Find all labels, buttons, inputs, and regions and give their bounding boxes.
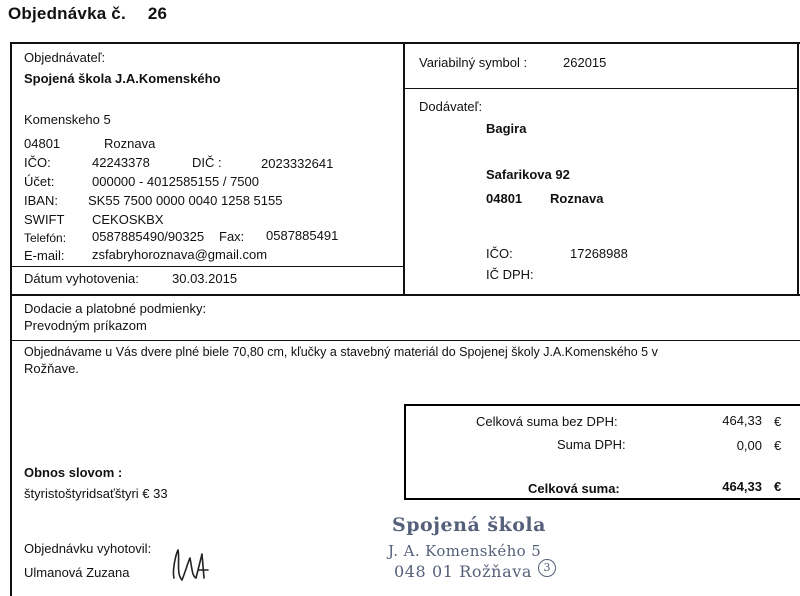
buyer-ico-label: IČO: <box>24 155 51 170</box>
supplier-ico: 17268988 <box>570 246 628 261</box>
total-currency: € <box>774 479 782 494</box>
buyer-fax: 0587885491 <box>266 228 339 243</box>
supplier-label: Dodávateľ: <box>419 99 483 114</box>
date-value: 30.03.2015 <box>172 271 238 286</box>
page-title <box>8 4 167 24</box>
buyer-zip: 04801 <box>24 136 61 151</box>
vat-currency: € <box>774 438 782 453</box>
issued-by-label: Objednávku vyhotovil: <box>24 541 152 556</box>
frame-right <box>797 42 799 296</box>
buyer-dic: 2023332641 <box>261 156 334 171</box>
issued-by-name: Ulmanová Zuzana <box>24 565 130 580</box>
buyer-label: Objednávateľ: <box>24 50 106 65</box>
buyer-account-label: Účet: <box>24 174 55 189</box>
supplier-city: Roznava <box>550 191 604 206</box>
net-currency: € <box>774 414 782 429</box>
total-label: Celková suma: <box>528 481 620 496</box>
buyer-phone-label: Telefón: <box>24 231 67 245</box>
buyer-name: Spojená škola J.A.Komenského <box>24 71 221 86</box>
buyer-iban: SK55 7500 0000 0040 1258 5155 <box>88 193 283 208</box>
net-value: 464,33 <box>722 413 762 428</box>
stamp-number: 3 <box>538 559 556 577</box>
title-label: Objednávka č. <box>8 4 126 23</box>
buyer-street: Komenskeho 5 <box>24 112 111 127</box>
stamp-line-3: 048 01 Rožňava <box>394 562 533 581</box>
description-line-1: Objednávame u Vás dvere plné biele 70,80 cm, kľučky a stavebný materiál do Spojenej školy J.A.Komenského 5 v <box>24 345 658 359</box>
supplier-icdph-label: IČ DPH: <box>486 267 534 282</box>
in-words-value: štyristoštyridsaťštyri € 33 <box>24 486 168 501</box>
buyer-fax-label: Fax: <box>219 229 245 244</box>
vat-label: Suma DPH: <box>557 437 626 452</box>
buyer-account: 000000 - 4012585155 / 7500 <box>92 174 259 189</box>
buyer-ico: 42243378 <box>92 155 150 170</box>
date-divider <box>10 266 404 267</box>
buyer-phone: 0587885490/90325 <box>92 229 205 244</box>
school-stamp <box>382 512 572 592</box>
varsym-value: 262015 <box>563 55 607 70</box>
stamp-line-2: J. A. Komenského 5 <box>388 542 542 560</box>
vat-value: 0,00 <box>736 438 762 453</box>
buyer-swift: CEKOSKBX <box>92 212 164 227</box>
signature-image <box>168 540 218 590</box>
terms-label: Dodacie a platobné podmienky: <box>24 301 207 316</box>
net-label: Celková suma bez DPH: <box>476 414 618 429</box>
terms-divider-top <box>10 294 800 296</box>
order-number: 26 <box>147 4 168 23</box>
in-words-label: Obnos slovom : <box>24 465 123 480</box>
buyer-dic-label: DIČ : <box>192 155 222 170</box>
varsym-divider <box>403 88 799 89</box>
total-value: 464,33 <box>722 479 762 494</box>
supplier-name: Bagira <box>486 121 527 136</box>
supplier-ico-label: IČO: <box>486 246 513 261</box>
frame-left <box>10 42 12 596</box>
date-label: Dátum vyhotovenia: <box>24 271 139 286</box>
varsym-label: Variabilný symbol : <box>419 55 528 70</box>
buyer-supplier-divider <box>403 42 405 296</box>
supplier-zip: 04801 <box>486 191 523 206</box>
buyer-iban-label: IBAN: <box>24 193 58 208</box>
description-line-2: Rožňave. <box>24 361 79 376</box>
buyer-email-label: E-mail: <box>24 248 65 263</box>
buyer-email: zsfabryhoroznava@gmail.com <box>92 247 268 262</box>
terms-divider-bottom <box>10 340 800 341</box>
buyer-swift-label: SWIFT <box>24 212 65 227</box>
supplier-street: Safarikova 92 <box>486 167 570 182</box>
terms-value: Prevodným príkazom <box>24 318 147 333</box>
frame-top <box>10 42 800 44</box>
buyer-city: Roznava <box>104 136 156 151</box>
stamp-line-1: Spojená škola <box>392 514 546 536</box>
